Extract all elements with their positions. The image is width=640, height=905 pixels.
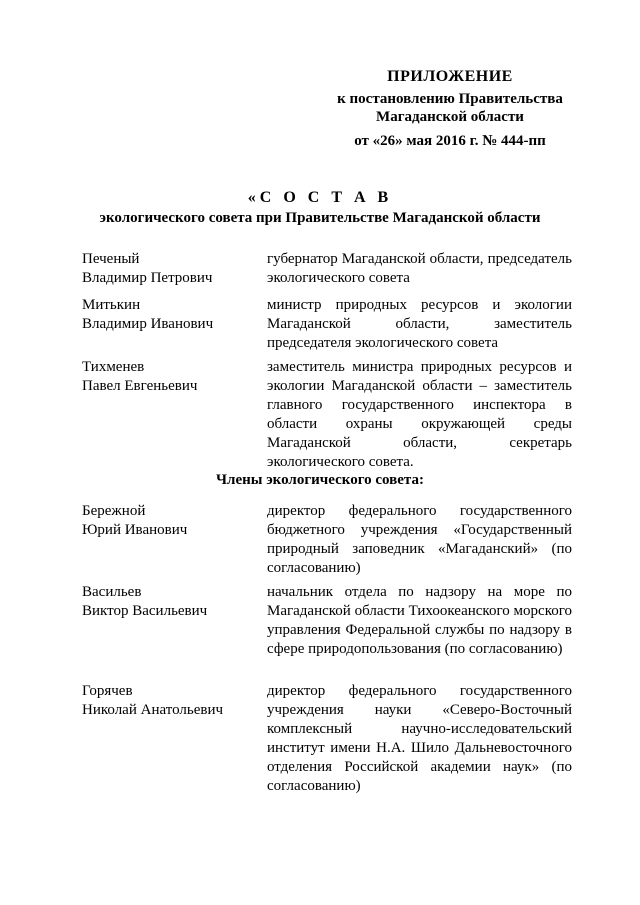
person-role: директор федерального государственного учреждения науки «Северо-Восточный комплексный научно-исследовательский институт имени Н.А. Шило Дальневосточного отделения Российской академии наук» (по согласованию) <box>267 683 572 794</box>
appendix-title: ПРИЛОЖЕНИЕ <box>387 68 513 85</box>
appendix-line-1: к постановлению Правительства <box>337 91 563 107</box>
composition-heading <box>70 188 570 228</box>
person-name <box>82 358 257 396</box>
person-name <box>82 502 257 540</box>
person-name <box>82 296 257 334</box>
given-names: Виктор Васильевич <box>82 603 208 619</box>
given-names: Владимир Иванович <box>82 316 214 332</box>
surname: Бережной <box>82 503 146 519</box>
person-name <box>82 682 257 720</box>
person-role: начальник отдела по надзору на море по Магаданской области Тихоокеанского морского управления Федеральной службы по надзору в сфере природопользования (по согласованию) <box>267 584 572 657</box>
person-name <box>82 583 257 621</box>
surname: Горячев <box>82 683 133 699</box>
members-heading: Члены экологического совета: <box>216 472 424 488</box>
given-names: Павел Евгеньевич <box>82 378 198 394</box>
surname: Васильев <box>82 584 142 600</box>
given-names: Юрий Иванович <box>82 522 188 538</box>
given-names: Николай Анатольевич <box>82 702 224 718</box>
appendix-line-2: Магаданской области <box>376 109 524 125</box>
given-names: Владимир Петрович <box>82 270 213 286</box>
person-role: директор федерального государственного бюджетного учреждения «Государственный природный заповедник «Магаданский» (по согласованию) <box>267 503 572 576</box>
surname: Тихменев <box>82 359 145 375</box>
person-role: министр природных ресурсов и экологии Магаданской области, заместитель председателя экологического совета <box>267 297 572 351</box>
person-name <box>82 250 257 288</box>
appendix-date: от «26» мая 2016 г. № 444-пп <box>354 133 546 149</box>
heading-line-1: «С О С Т А В <box>247 189 393 206</box>
appendix-block <box>330 68 570 150</box>
surname: Митькин <box>82 297 141 313</box>
heading-line-2: экологического совета при Правительстве Магаданской области <box>99 210 541 226</box>
surname: Печеный <box>82 251 140 267</box>
person-role: губернатор Магаданской области, председатель экологического совета <box>267 251 572 286</box>
person-role: заместитель министра природных ресурсов и экологии Магаданской области – заместитель главного государственного инспектора в области охраны окружающей среды Магаданской области, секретарь экологического совета. <box>267 359 572 470</box>
